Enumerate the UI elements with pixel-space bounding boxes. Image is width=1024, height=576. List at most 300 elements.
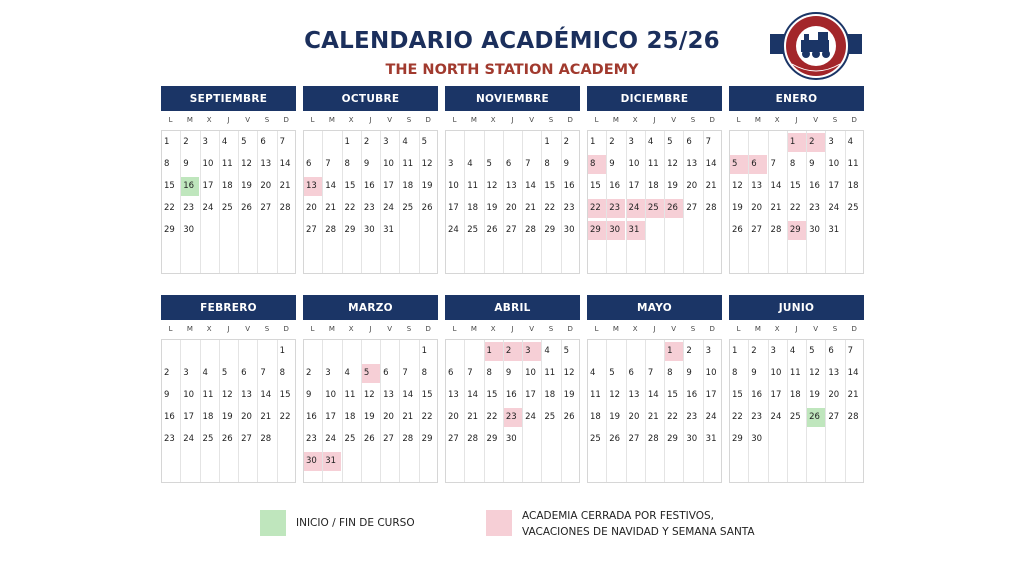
- day: 2: [183, 137, 189, 147]
- closed-day: 1: [485, 342, 503, 361]
- day: 20: [828, 390, 840, 400]
- day: 24: [448, 225, 459, 235]
- day: 19: [486, 203, 498, 213]
- day: 5: [221, 368, 228, 378]
- day: 17: [770, 390, 782, 400]
- day: 31: [383, 225, 394, 235]
- month-day-grid: [445, 339, 580, 483]
- day: 4: [402, 137, 408, 147]
- day: 21: [467, 412, 479, 422]
- day: 25: [590, 434, 601, 444]
- day: 17: [383, 181, 394, 191]
- day: 6: [448, 368, 454, 378]
- weekday-label: J: [653, 116, 656, 124]
- day: 28: [705, 203, 717, 213]
- day: 26: [241, 203, 252, 213]
- day: 3: [202, 137, 208, 147]
- day: 6: [686, 137, 692, 147]
- day: 3: [705, 346, 712, 356]
- day: 15: [164, 181, 175, 191]
- closed-day: 29: [788, 221, 806, 240]
- day: 15: [789, 181, 801, 191]
- day: 3: [770, 346, 776, 356]
- weekday-label: S: [548, 325, 554, 333]
- month-day-grid: [161, 339, 296, 483]
- weekday-label: X: [490, 325, 496, 333]
- closed-day: 1: [788, 133, 806, 152]
- weekday-label: X: [348, 116, 354, 124]
- month-day-grid: [303, 130, 438, 274]
- day: 17: [202, 181, 214, 191]
- day: 29: [421, 434, 433, 444]
- weekday-label: L: [452, 116, 457, 124]
- day: 29: [164, 225, 175, 235]
- weekday-label: S: [832, 325, 838, 333]
- day: 4: [544, 346, 550, 356]
- day: 16: [809, 181, 820, 191]
- day: 3: [183, 368, 189, 378]
- weekday-label: D: [425, 325, 431, 333]
- day: 12: [563, 368, 575, 378]
- day: 24: [525, 412, 536, 422]
- day: 6: [828, 346, 834, 356]
- weekday-label: V: [387, 116, 393, 124]
- weekday-label: M: [612, 325, 619, 333]
- weekday-label: S: [406, 325, 412, 333]
- day: 8: [667, 368, 673, 378]
- day: 23: [363, 203, 375, 213]
- day: 21: [847, 390, 859, 400]
- month-header: ENERO: [729, 86, 864, 111]
- day: 3: [325, 368, 331, 378]
- weekday-header-row: [303, 320, 438, 339]
- day: 12: [486, 181, 498, 191]
- closed-day: 31: [627, 221, 645, 240]
- day: 21: [525, 203, 536, 213]
- day: 23: [183, 203, 195, 213]
- month-mayo: [587, 295, 722, 483]
- day: 13: [241, 390, 252, 400]
- month-day-grid: [729, 130, 864, 274]
- day: 12: [667, 159, 678, 169]
- day: 20: [628, 412, 640, 422]
- day: 2: [609, 137, 615, 147]
- day: 12: [809, 368, 820, 378]
- day: 26: [421, 203, 433, 213]
- day: 9: [563, 159, 570, 169]
- day: 25: [402, 203, 414, 213]
- day: 27: [828, 412, 840, 422]
- day: 28: [467, 434, 479, 444]
- day: 9: [363, 159, 370, 169]
- day: 13: [260, 159, 272, 169]
- day: 6: [383, 368, 389, 378]
- weekday-label: L: [736, 325, 741, 333]
- weekday-label: J: [511, 116, 514, 124]
- month-noviembre: [445, 86, 580, 274]
- day: 10: [183, 390, 195, 400]
- page-subtitle: THE NORTH STATION ACADEMY: [385, 62, 639, 78]
- day: 10: [325, 390, 337, 400]
- day: 21: [647, 412, 659, 422]
- weekday-label: X: [206, 116, 212, 124]
- month-header: FEBRERO: [161, 295, 296, 320]
- weekday-label: S: [690, 116, 696, 124]
- day: 31: [705, 434, 717, 444]
- weekday-label: L: [168, 325, 173, 333]
- day: 19: [363, 412, 375, 422]
- day: 30: [563, 225, 575, 235]
- month-header: OCTUBRE: [303, 86, 438, 111]
- weekday-label: V: [245, 325, 251, 333]
- day: 28: [325, 225, 337, 235]
- day: 17: [705, 390, 717, 400]
- day: 29: [486, 434, 498, 444]
- day: 7: [647, 368, 654, 378]
- day: 26: [221, 434, 233, 444]
- day: 30: [183, 225, 195, 235]
- day: 16: [563, 181, 575, 191]
- day: 11: [221, 159, 233, 169]
- course-start-end-day: 16: [181, 177, 199, 196]
- weekday-label: D: [283, 116, 289, 124]
- month-day-grid: [303, 339, 438, 483]
- weekday-label: D: [709, 325, 715, 333]
- day: 31: [828, 225, 840, 235]
- day: 7: [325, 159, 331, 169]
- weekday-label: L: [452, 325, 457, 333]
- day: 22: [667, 412, 678, 422]
- weekday-label: D: [851, 325, 857, 333]
- closed-day: 5: [730, 155, 748, 174]
- weekday-label: S: [832, 116, 838, 124]
- day: 14: [525, 181, 536, 191]
- weekday-label: M: [470, 325, 477, 333]
- closed-day: 26: [665, 199, 683, 218]
- day: 18: [789, 390, 801, 400]
- day: 9: [686, 368, 692, 378]
- weekday-label: D: [567, 325, 573, 333]
- month-diciembre: [587, 86, 722, 274]
- day: 7: [847, 346, 854, 356]
- weekday-label: V: [529, 325, 535, 333]
- weekday-label: L: [594, 325, 599, 333]
- day: 19: [609, 412, 621, 422]
- weekday-label: S: [264, 325, 270, 333]
- closed-day: 5: [362, 364, 380, 383]
- day: 23: [809, 203, 820, 213]
- day: 13: [628, 390, 640, 400]
- day: 4: [647, 137, 654, 147]
- day: 8: [544, 159, 550, 169]
- month-octubre: [303, 86, 438, 274]
- day: 24: [705, 412, 717, 422]
- day: 19: [421, 181, 433, 191]
- weekday-label: V: [813, 116, 819, 124]
- day: 12: [221, 390, 233, 400]
- day: 20: [751, 203, 763, 213]
- day: 9: [164, 390, 170, 400]
- day: 14: [647, 390, 659, 400]
- day: 30: [686, 434, 698, 444]
- day: 26: [563, 412, 575, 422]
- day: 10: [705, 368, 717, 378]
- legend-closed-label-line1: ACADEMIA CERRADA POR FESTIVOS,: [522, 510, 714, 522]
- day: 5: [563, 346, 570, 356]
- day: 7: [705, 137, 712, 147]
- day: 14: [402, 390, 414, 400]
- day: 1: [421, 346, 428, 356]
- day: 1: [164, 137, 170, 147]
- day: 12: [609, 390, 621, 400]
- weekday-header-row: [161, 111, 296, 130]
- month-day-grid: [587, 130, 722, 274]
- day: 20: [306, 203, 317, 213]
- day: 14: [770, 181, 782, 191]
- day: 4: [202, 368, 208, 378]
- day: 9: [183, 159, 189, 169]
- day: 22: [789, 203, 801, 213]
- day: 7: [770, 159, 776, 169]
- day: 3: [383, 137, 389, 147]
- day: 21: [770, 203, 782, 213]
- legend-start-end-swatch: [260, 510, 286, 536]
- day: 15: [421, 390, 433, 400]
- day: 16: [751, 390, 763, 400]
- day: 7: [525, 159, 531, 169]
- day: 19: [732, 203, 743, 213]
- day: 10: [770, 368, 782, 378]
- day: 23: [686, 412, 698, 422]
- day: 20: [383, 412, 394, 422]
- closed-day: 22: [588, 199, 606, 218]
- page-title: CALENDARIO ACADÉMICO 25/26: [304, 28, 720, 54]
- day: 8: [279, 368, 286, 378]
- day: 10: [628, 159, 640, 169]
- day: 21: [705, 181, 717, 191]
- weekday-label: M: [186, 325, 193, 333]
- day: 2: [751, 346, 757, 356]
- day: 28: [770, 225, 782, 235]
- day: 27: [383, 434, 394, 444]
- closed-day: 25: [646, 199, 664, 218]
- day: 14: [325, 181, 337, 191]
- day: 17: [448, 203, 459, 213]
- weekday-label: M: [328, 116, 335, 124]
- weekday-label: M: [612, 116, 619, 124]
- weekday-label: V: [529, 116, 535, 124]
- day: 29: [544, 225, 556, 235]
- day: 2: [363, 137, 370, 147]
- weekday-label: L: [168, 116, 173, 124]
- day: 27: [306, 225, 317, 235]
- weekday-label: D: [283, 325, 289, 333]
- day: 9: [809, 159, 815, 169]
- closed-day: 30: [304, 452, 322, 471]
- day: 18: [847, 181, 859, 191]
- day: 8: [421, 368, 428, 378]
- day: 8: [486, 368, 492, 378]
- day: 16: [306, 412, 317, 422]
- closed-day: 2: [807, 133, 825, 152]
- closed-day: 23: [607, 199, 625, 218]
- weekday-header-row: [445, 111, 580, 130]
- day: 15: [544, 181, 556, 191]
- day: 29: [732, 434, 743, 444]
- day: 23: [306, 434, 317, 444]
- month-header: ABRIL: [445, 295, 580, 320]
- month-febrero: [161, 295, 296, 483]
- weekday-header-row: [445, 320, 580, 339]
- academy-logo: [768, 12, 864, 82]
- day: 16: [686, 390, 698, 400]
- day: 13: [505, 181, 517, 191]
- weekday-label: L: [310, 116, 315, 124]
- day: 17: [525, 390, 536, 400]
- day: 3: [628, 137, 634, 147]
- day: 5: [609, 368, 615, 378]
- closed-day: 8: [588, 155, 606, 174]
- day: 18: [590, 412, 601, 422]
- day: 12: [363, 390, 375, 400]
- day: 2: [686, 346, 692, 356]
- day: 4: [789, 346, 796, 356]
- day: 5: [809, 346, 815, 356]
- day: 8: [164, 159, 170, 169]
- day: 29: [667, 434, 678, 444]
- day: 15: [590, 181, 601, 191]
- day: 14: [467, 390, 479, 400]
- weekday-label: M: [186, 116, 193, 124]
- day: 1: [344, 137, 350, 147]
- day: 28: [402, 434, 414, 444]
- day: 25: [221, 203, 233, 213]
- day: 26: [609, 434, 621, 444]
- day: 28: [847, 412, 859, 422]
- month-header: NOVIEMBRE: [445, 86, 580, 111]
- day: 21: [260, 412, 272, 422]
- day: 19: [809, 390, 820, 400]
- closed-day: 30: [607, 221, 625, 240]
- weekday-label: S: [264, 116, 270, 124]
- weekday-label: V: [671, 116, 677, 124]
- day: 4: [344, 368, 350, 378]
- day: 6: [628, 368, 634, 378]
- day: 18: [202, 412, 214, 422]
- month-enero: [729, 86, 864, 274]
- day: 18: [467, 203, 479, 213]
- month-header: DICIEMBRE: [587, 86, 722, 111]
- weekday-header-row: [161, 320, 296, 339]
- day: 13: [828, 368, 840, 378]
- day: 3: [448, 159, 454, 169]
- weekday-label: V: [387, 325, 393, 333]
- weekday-header-row: [729, 111, 864, 130]
- day: 18: [647, 181, 659, 191]
- day: 30: [751, 434, 763, 444]
- month-day-grid: [445, 130, 580, 274]
- closed-day: 3: [523, 342, 541, 361]
- day: 13: [686, 159, 698, 169]
- day: 14: [847, 368, 859, 378]
- closed-day: 24: [627, 199, 645, 218]
- day: 21: [402, 412, 414, 422]
- day: 9: [609, 159, 615, 169]
- day: 11: [847, 159, 859, 169]
- day: 20: [260, 181, 272, 191]
- day: 1: [732, 346, 738, 356]
- day: 25: [847, 203, 859, 213]
- day: 10: [383, 159, 394, 169]
- day: 24: [383, 203, 394, 213]
- day: 8: [344, 159, 350, 169]
- day: 9: [505, 368, 512, 378]
- day: 27: [448, 434, 459, 444]
- day: 20: [686, 181, 698, 191]
- weekday-label: V: [671, 325, 677, 333]
- day: 10: [525, 368, 536, 378]
- day: 22: [486, 412, 498, 422]
- day: 27: [260, 203, 272, 213]
- day: 18: [402, 181, 414, 191]
- weekday-label: X: [206, 325, 212, 333]
- day: 23: [563, 203, 575, 213]
- closed-day: 13: [304, 177, 322, 196]
- day: 26: [732, 225, 743, 235]
- day: 1: [279, 346, 286, 356]
- day: 23: [164, 434, 175, 444]
- day: 5: [241, 137, 247, 147]
- month-septiembre: [161, 86, 296, 274]
- day: 23: [751, 412, 763, 422]
- day: 2: [306, 368, 312, 378]
- day: 15: [344, 181, 356, 191]
- day: 6: [505, 159, 512, 169]
- day: 2: [563, 137, 570, 147]
- day: 14: [279, 159, 291, 169]
- day: 13: [751, 181, 763, 191]
- closed-day: 6: [749, 155, 767, 174]
- day: 28: [525, 225, 536, 235]
- day: 11: [344, 390, 356, 400]
- day: 22: [732, 412, 743, 422]
- day: 1: [590, 137, 596, 147]
- legend-closed-swatch: [486, 510, 512, 536]
- day: 5: [486, 159, 492, 169]
- day: 30: [505, 434, 517, 444]
- day: 15: [732, 390, 743, 400]
- weekday-header-row: [587, 111, 722, 130]
- day: 18: [221, 181, 233, 191]
- weekday-label: S: [690, 325, 696, 333]
- day: 5: [667, 137, 673, 147]
- day: 19: [221, 412, 233, 422]
- day: 17: [828, 181, 840, 191]
- day: 12: [732, 181, 743, 191]
- month-day-grid: [587, 339, 722, 483]
- weekday-label: D: [709, 116, 715, 124]
- day: 24: [770, 412, 782, 422]
- day: 20: [241, 412, 252, 422]
- day: 7: [260, 368, 266, 378]
- weekday-label: J: [795, 325, 798, 333]
- weekday-label: J: [653, 325, 656, 333]
- day: 6: [260, 137, 266, 147]
- day: 11: [789, 368, 801, 378]
- weekday-label: J: [795, 116, 798, 124]
- month-header: MAYO: [587, 295, 722, 320]
- weekday-label: D: [567, 116, 573, 124]
